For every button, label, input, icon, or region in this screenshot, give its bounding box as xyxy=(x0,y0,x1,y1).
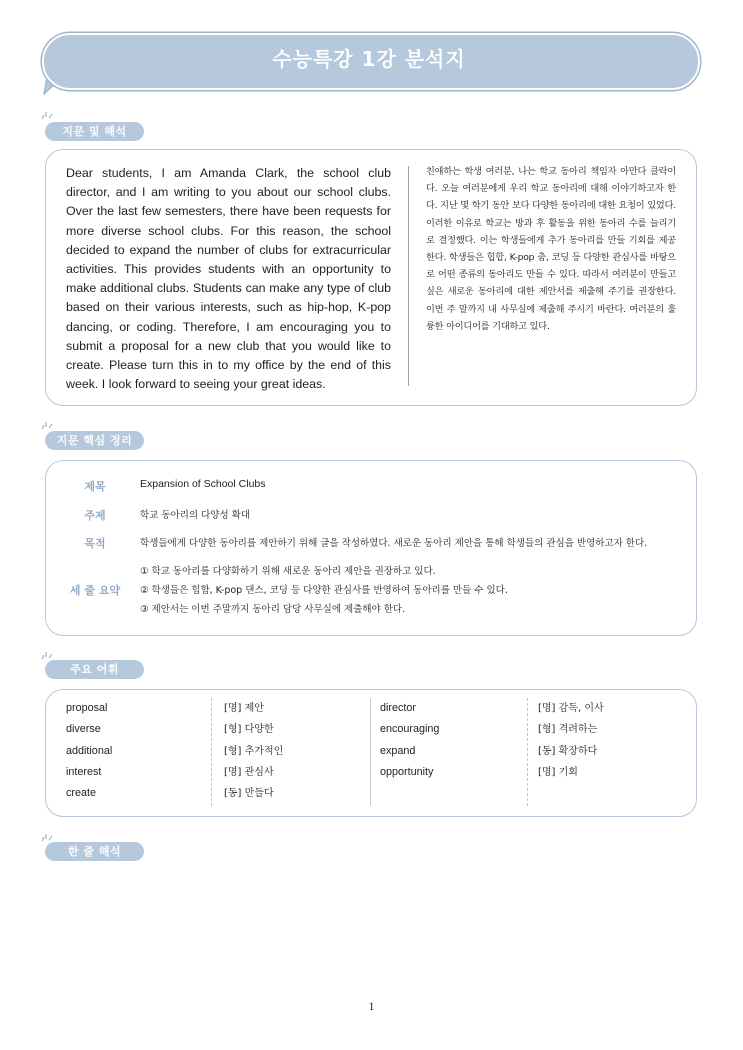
vocab-column-meanings-right xyxy=(538,698,678,783)
summary-title-label: 제목 xyxy=(84,480,106,493)
vocab-meaning: [형] 다양한 xyxy=(224,724,274,736)
vocab-divider xyxy=(211,698,212,806)
summary-purpose-label: 목적 xyxy=(84,537,106,550)
summary-topic-value: 학교 동아리의 다양성 확대 xyxy=(140,510,251,521)
passage-korean-text: 친애하는 학생 여러분, 나는 학교 동아리 책임자 아만다 클락이다. 오늘 여러분에게 우리 학교 동아리에 대해 이야기하고자 한다. 지난 몇 학기 동안 보다 다양한 동아리에 대한 요청이 있었다. 이러한 이유로 학교는 방과 후 활동을 위한 동아리 수를 늘리기로 결정했다. 이는 학생들에게 추가 동아리를 만들 기회를 제공한다. 학생들은 힙합, K-pop 춤, 코딩 등 다양한 관심사를 바탕으로 어떤 종류의 동아리도 만들 수 있다. 따라서 여러분이 만들고 싶은 새로운 동아리에 대한 제안서를 제출해 주기를 권장한다. 이번 주 말까지 내 사무실에 제출해 주시기 바란다. 여러분의 훌륭한 아이디어를 기대하고 있다. xyxy=(426,166,676,332)
vocab-divider xyxy=(370,698,371,806)
vocab-column-words-left xyxy=(66,698,206,804)
vocab-meaning: [형] 추가적인 xyxy=(224,745,284,757)
vocab-column-words-right xyxy=(380,698,520,783)
section-pill-passage: 지문 및 해석 xyxy=(45,122,144,141)
vocab-word: interest xyxy=(66,765,102,778)
vocab-meaning: [동] 확장하다 xyxy=(538,745,598,757)
summary-line: ① 학교 동아리를 다양화하기 위해 새로운 동아리 제안을 권장하고 있다. xyxy=(140,566,436,577)
vocab-word: proposal xyxy=(66,702,108,714)
passage-english-text: Dear students, I am Amanda Clark, the school club director, and I am writing to you about our school clubs. Over the last few semesters, there have been requests for more diverse school clubs. For this reason, the school decided to expand the number of clubs for extracurricular activities. This provides students with an opportunity to make additional clubs. Students can make any type of club based on their various interests, such as hip-hop, K-pop dancing, or coding. Therefore, I am encouraging you to submit a proposal for a new club that you would like to create. Please turn this in to my office by the end of this week. I look forward to seeing your great ideas. xyxy=(66,166,391,392)
vocab-word: additional xyxy=(66,744,113,757)
vocab-divider xyxy=(527,698,528,806)
vocab-word: diverse xyxy=(66,723,101,736)
summary-title-value: Expansion of School Clubs xyxy=(140,478,266,490)
vocab-meaning: [명] 관심사 xyxy=(224,766,274,778)
summary-purpose-value: 학생들에게 다양한 동아리를 제안하기 위해 글을 작성하였다. 새로운 동아리 제안을 통해 학생들의 관심을 반영하고자 한다. xyxy=(140,538,648,549)
section-pill-line-translation: 한 줄 해석 xyxy=(45,842,144,861)
section-pill-key-summary: 지문 핵심 정리 xyxy=(45,431,144,450)
vocab-column-meanings-left xyxy=(224,698,364,804)
summary-topic-label: 주제 xyxy=(84,509,106,522)
summary-three-line-label: 세 줄 요약 xyxy=(69,584,121,597)
vocab-word: director xyxy=(380,702,417,714)
page-number: 1 xyxy=(368,999,375,1013)
vocab-meaning: [명] 감독, 이사 xyxy=(538,703,604,714)
vocab-meaning: [명] 제안 xyxy=(224,703,264,714)
vocab-word: encouraging xyxy=(380,723,440,736)
sparkle-icon xyxy=(40,421,54,431)
vocab-word: expand xyxy=(380,744,416,757)
summary-line: ③ 제안서는 이번 주말까지 동아리 담당 사무실에 제출해야 한다. xyxy=(140,604,406,615)
section-pill-vocab: 주요 어휘 xyxy=(45,660,144,679)
vocab-word: opportunity xyxy=(380,765,434,778)
summary-line: ② 학생들은 힙합, K-pop 댄스, 코딩 등 다양한 관심사를 반영하여 동아리를 만들 수 있다. xyxy=(140,585,508,596)
vocab-meaning: [형] 격려하는 xyxy=(538,724,598,736)
passage-divider xyxy=(408,166,409,386)
vocab-word: create xyxy=(66,787,97,800)
vocab-meaning: [명] 기회 xyxy=(538,766,578,778)
vocab-meaning: [동] 만들다 xyxy=(224,788,274,800)
page-title: 수능특강 1강 분석지 xyxy=(272,47,466,71)
sparkle-icon xyxy=(40,111,54,121)
